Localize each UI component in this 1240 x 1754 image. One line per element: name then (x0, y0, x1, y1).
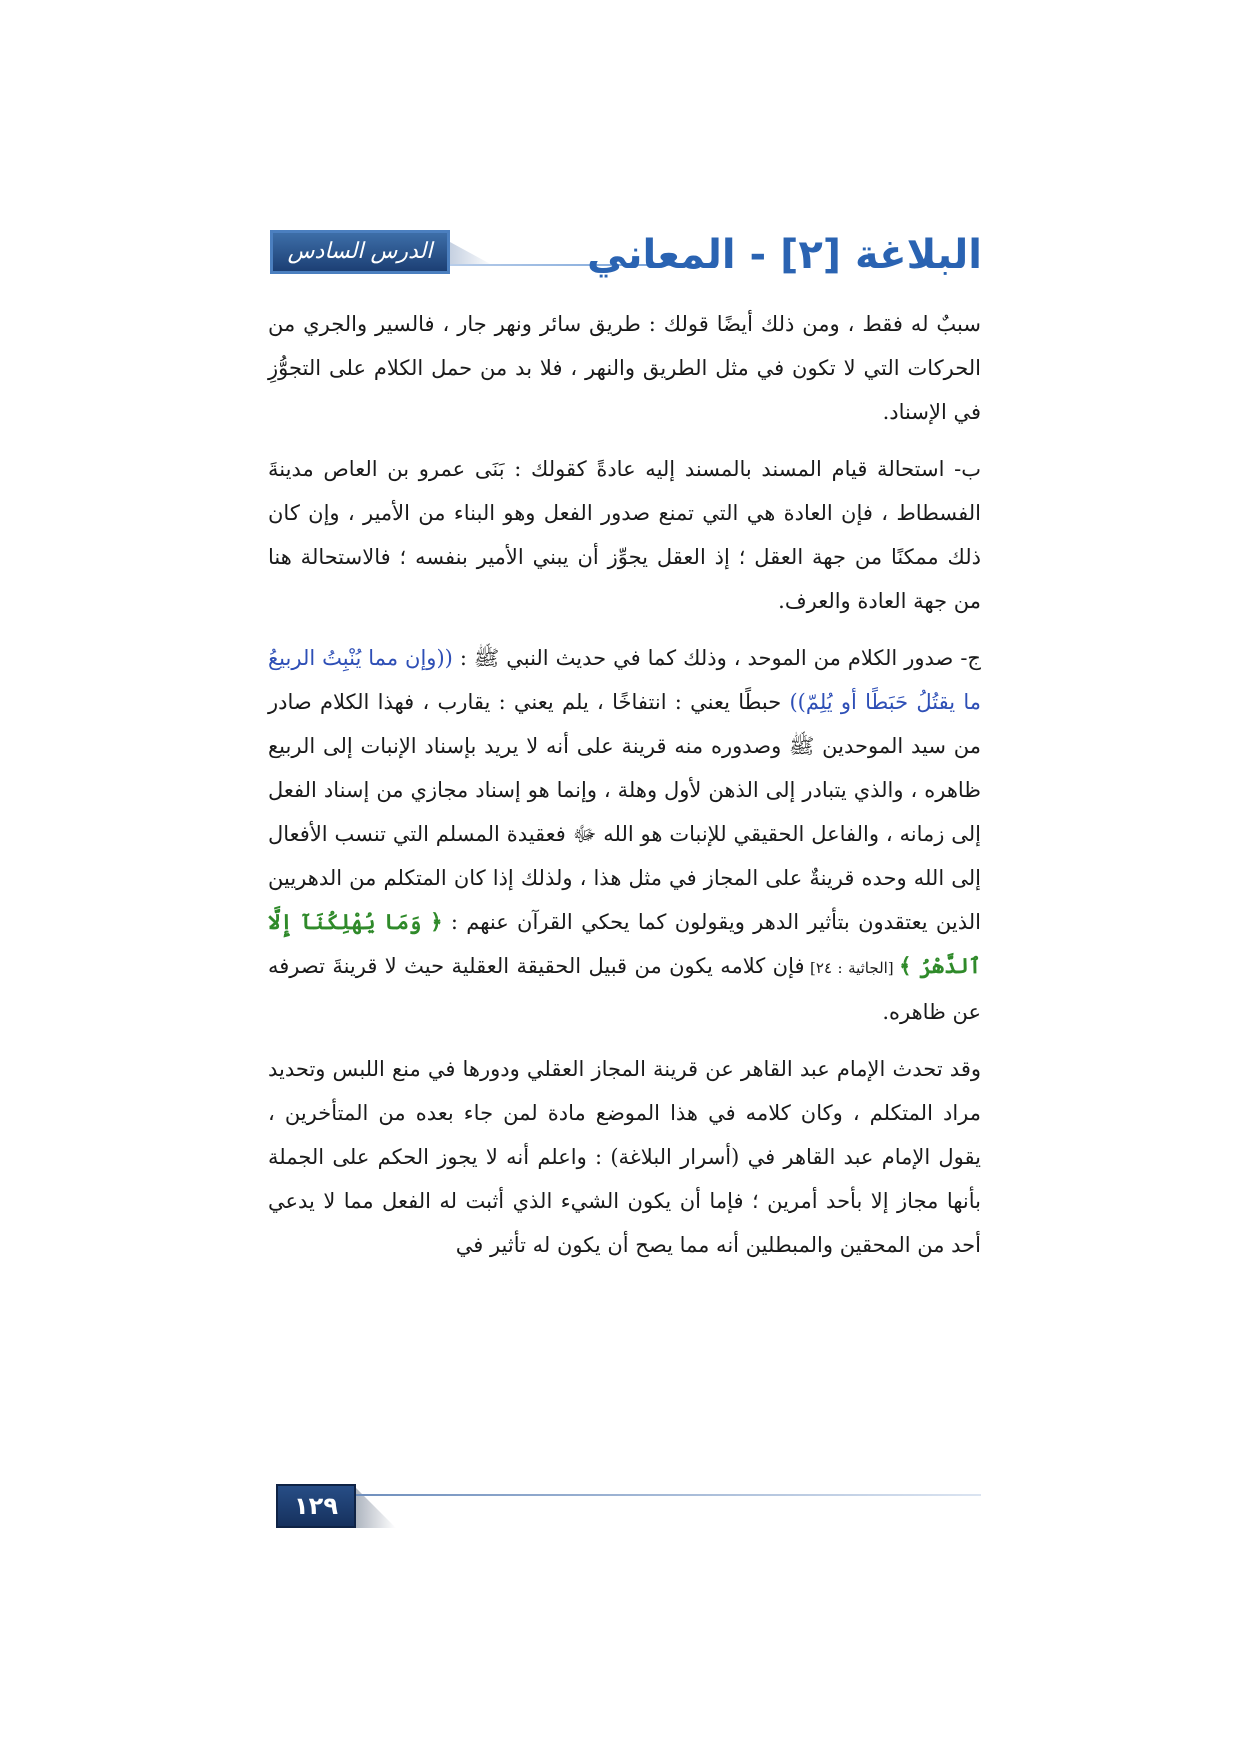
book-title: البلاغة [٢] - المعاني (586, 232, 982, 278)
verse-reference: [الجاثية : ٢٤] (804, 959, 900, 977)
paragraph-4: وقد تحدث الإمام عبد القاهر عن قرينة المجاز العقلي ودورها في منع اللبس وتحديد مراد المتكلم ، وكان كلامه في هذا الموضع مادة لمن جاء بعده من المتأخرين ، يقول الإمام عبد القاهر في (أسرار البلاغة) : واعلم أنه لا يجوز الحكم على الجملة بأنها مجاز إلا بأحد أمرين ؛ فإما أن يكون الشيء الذي أثبت له الفعل مما لا يدعي أحد من المحقين والمبطلين أنه مما يصح أن يكون له تأثير في (268, 1057, 981, 1257)
footer-rule (356, 1494, 981, 1496)
paragraph-3 (268, 636, 981, 1034)
quran-verse: ﴿ وَمَا يُهْلِكُنَآ إِلَّا ٱلدَّهْرُ ﴾ (268, 909, 982, 978)
lesson-badge: الدرس السادس (270, 230, 450, 274)
paragraph-1: سببٌ له فقط ، ومن ذلك أيضًا قولك : طريق سائر ونهر جار ، فالسير والجري من الحركات التي لا تكون في مثل الطريق والنهر ، فلا بد من حمل الكلام على التجوُّزِ في الإسناد. (268, 312, 981, 424)
page-footer (276, 1484, 981, 1528)
page-number: ١٢٩ (276, 1484, 356, 1528)
paragraph-3-start: ج- صدور الكلام من الموحد ، وذلك كما في حديث النبي ﷺ : (452, 646, 981, 670)
page-body (268, 302, 981, 1280)
hadith-quote: ((وإن مما يُنْبِتُ الربيعُ ما يقتُلُ حَبَطًا أو يُلِمّ)) (268, 646, 981, 714)
header-shadow (450, 242, 494, 266)
paragraph-3-middle: حبطًا يعني : انتفاخًا ، يلم يعني : يقارب ، فهذا الكلام صادر من سيد الموحدين ﷺ وصدوره منه قرينة على أنه لا يريد بإسناد الإنبات إلى الربيع ظاهره ، والذي يتبادر إلى الذهن لأول وهلة ، وإنما هو إسناد مجازي من إسناد الفعل إلى زمانه ، والفاعل الحقيقي للإنبات هو الله ﷻ فعقيدة المسلم التي تنسب الأفعال إلى الله وحده قرينةٌ على المجاز في مثل هذا ، ولذلك إذا كان المتكلم من الدهريين الذين يعتقدون بتأثير الدهر ويقولون كما يحكي القرآن عنهم : (268, 690, 981, 934)
paragraph-2: ب- استحالة قيام المسند بالمسند إليه عادةً كقولك : بَنَى عمرو بن العاص مدينةَ الفسطاط ، فإن العادة هي التي تمنع صدور الفعل وهو البناء من الأمير ، وإن كان ذلك ممكنًا من جهة العقل ؛ إذ العقل يجوِّز أن يبني الأمير بنفسه ؛ فالاستحالة هنا من جهة العادة والعرف. (268, 457, 981, 613)
page-header (270, 228, 982, 288)
paragraph-3-end: فإن كلامه يكون من قبيل الحقيقة العقلية حيث لا قرينةَ تصرفه عن ظاهره. (268, 954, 981, 1024)
